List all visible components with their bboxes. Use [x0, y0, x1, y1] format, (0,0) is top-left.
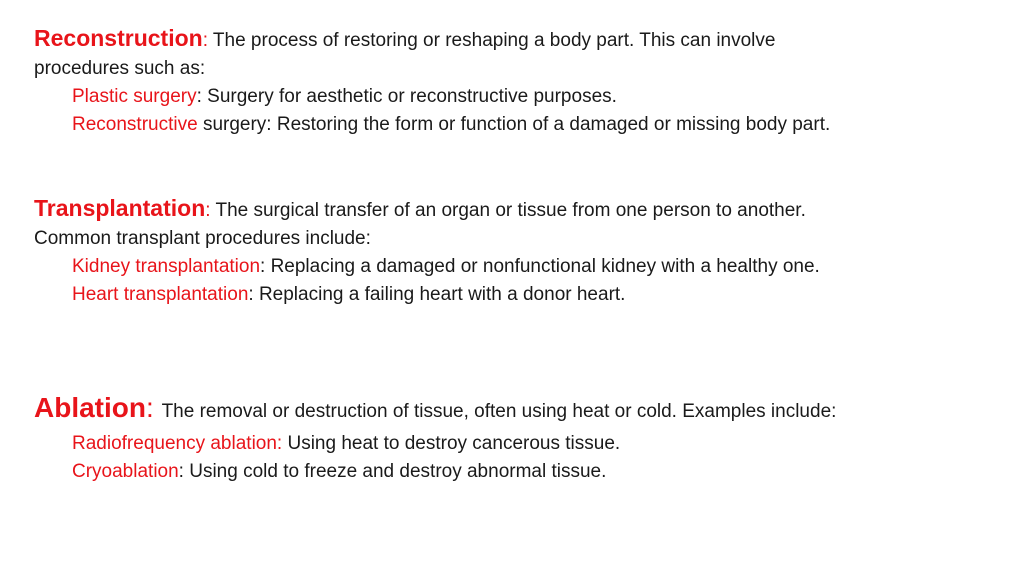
- ablation-heading: Ablation: [34, 392, 146, 423]
- ablation-intro: The removal or destruction of tissue, often using heat or cold. Examples include:: [161, 401, 837, 422]
- list-item-kidney-transplantation: [34, 253, 994, 281]
- list-item-description: surgery: Restoring the form or function of a damaged or missing body part.: [197, 114, 831, 135]
- transplantation-intro-continued: Common transplant procedures include:: [34, 228, 371, 249]
- reconstruction-separator: :: [202, 30, 213, 51]
- transplantation-heading: Transplantation: [34, 195, 206, 221]
- list-item-radiofrequency-ablation: [34, 430, 994, 458]
- list-item-description: : Surgery for aesthetic or reconstructive purposes.: [196, 86, 617, 107]
- transplantation-intro: The surgical transfer of an organ or tissue from one person to another.: [215, 200, 806, 221]
- reconstruction-definition: [34, 24, 994, 55]
- list-item-term: Kidney transplantation: [72, 256, 261, 277]
- ablation-definition: [34, 390, 994, 430]
- list-item-term: Radiofrequency ablation:: [72, 433, 283, 454]
- list-item-description: Using heat to destroy cancerous tissue.: [282, 433, 621, 454]
- list-item-description: : Replacing a failing heart with a donor heart.: [248, 284, 626, 305]
- list-item-term: Heart transplantation: [72, 284, 249, 305]
- ablation-separator: :: [146, 392, 162, 423]
- transplantation-separator: :: [205, 200, 216, 221]
- list-item-term: Cryoablation: [72, 461, 179, 482]
- list-item-term: Reconstructive: [72, 114, 198, 135]
- transplantation-definition: [34, 194, 994, 225]
- reconstruction-intro-continued: procedures such as:: [34, 58, 206, 79]
- list-item-description: : Using cold to freeze and destroy abnormal tissue.: [178, 461, 607, 482]
- reconstruction-intro: The process of restoring or reshaping a body part. This can involve: [212, 30, 776, 51]
- section-transplantation: [34, 194, 994, 309]
- list-item-term: Plastic surgery: [72, 86, 197, 107]
- reconstruction-heading: Reconstruction: [34, 25, 203, 51]
- list-item-cryoablation: [34, 458, 994, 486]
- section-reconstruction: [34, 24, 994, 139]
- list-item-description: : Replacing a damaged or nonfunctional kidney with a healthy one.: [260, 256, 820, 277]
- list-item-plastic-surgery: [34, 83, 994, 111]
- list-item-reconstructive-surgery: [34, 111, 994, 139]
- list-item-heart-transplantation: [34, 281, 994, 309]
- section-ablation: [34, 390, 994, 486]
